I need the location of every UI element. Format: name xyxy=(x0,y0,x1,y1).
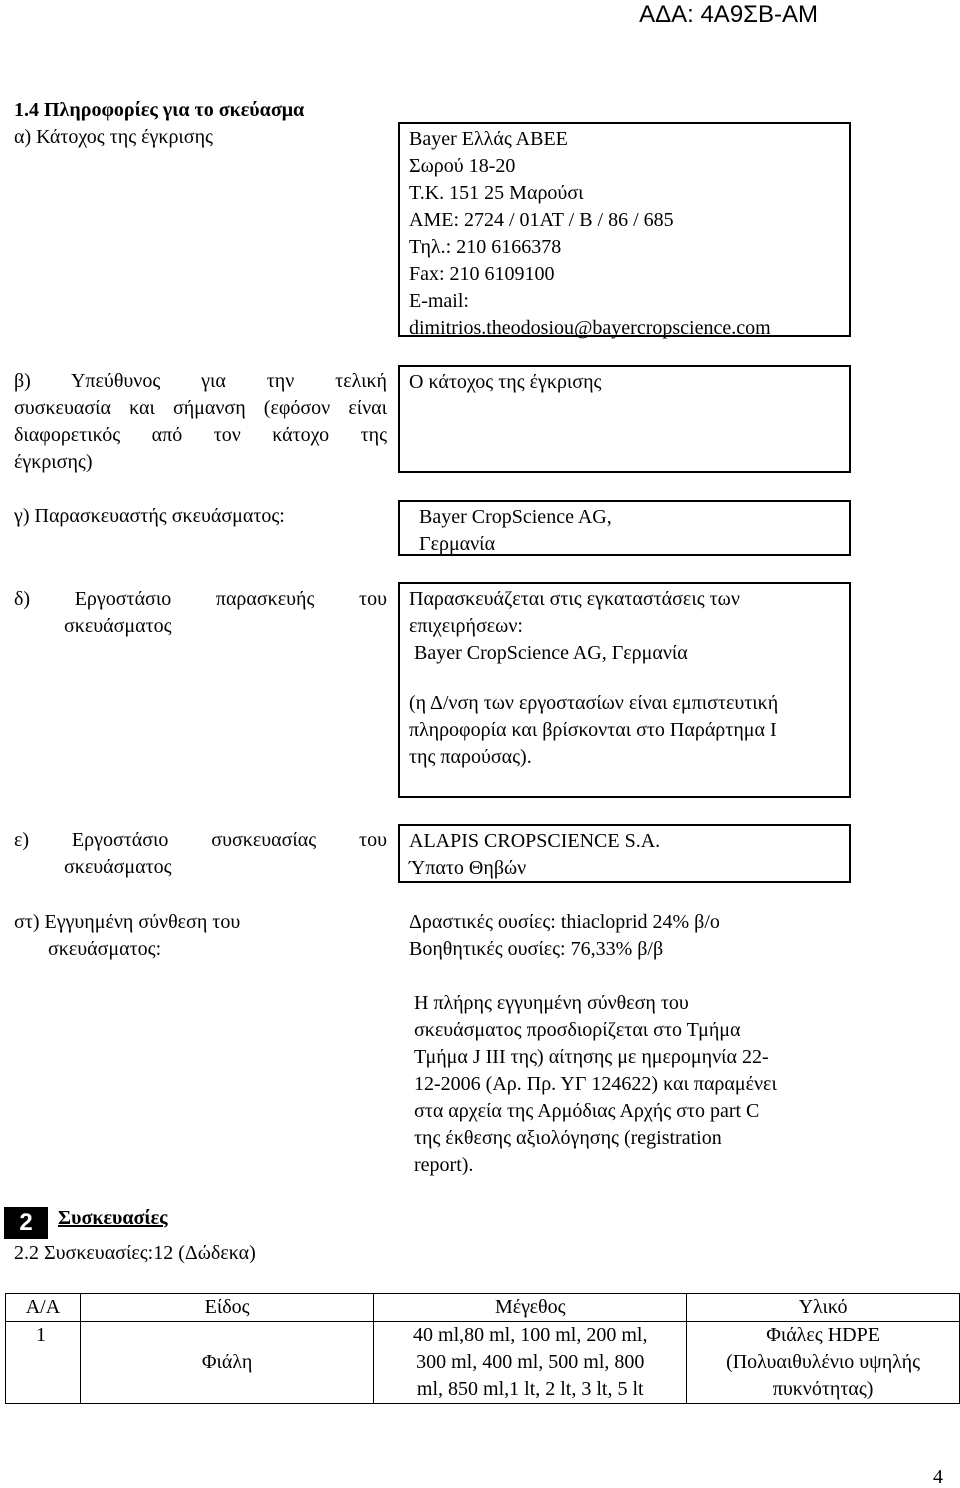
document-code: ΑΔΑ: 4Α9ΣΒ-ΑΜ xyxy=(639,1,818,28)
section-title: 1.4 Πληροφορίες για το σκεύασμα xyxy=(14,99,305,121)
composition-note-line: Η πλήρης εγγυημένη σύνθεση του xyxy=(414,992,689,1014)
holder-line: Σωρού 18-20 xyxy=(409,155,516,177)
column-header: Μέγεθος xyxy=(374,1294,687,1322)
holder-box xyxy=(398,122,851,337)
plant-line: επιχειρήσεων: xyxy=(409,615,523,637)
size-line: ml, 850 ml,1 lt, 2 lt, 3 lt, 5 lt xyxy=(416,1378,644,1400)
plant-note-line: της παρούσας). xyxy=(409,746,532,768)
packager-label-line: έγκρισης) xyxy=(14,451,93,473)
composition-note-line: report). xyxy=(414,1154,474,1176)
plant-line: Παρασκευάζεται στις εγκαταστάσεις των xyxy=(409,588,740,610)
plant-label xyxy=(14,586,387,640)
composition-note-line: 12-2006 (Αρ. Πρ. ΥΓ 124622) και παραμένει xyxy=(414,1073,777,1095)
composition-label-line: στ) Εγγυημένη σύνθεση του xyxy=(14,911,241,933)
holder-email: dimitrios.theodosiou@bayercropscience.com xyxy=(409,317,771,339)
pack-plant-label xyxy=(14,827,387,881)
composition-line: Δραστικές ουσίες: thiacloprid 24% β/ο xyxy=(409,911,720,933)
composition-note-line: της έκθεσης αξιολόγησης (registration xyxy=(414,1127,722,1149)
packager-label-line: β) Υπεύθυνος για την τελική xyxy=(14,370,387,392)
composition-note-line: στα αρχεία της Αρμόδιας Αρχής στο part C xyxy=(414,1100,760,1122)
plant-note-line: (η Δ/νση των εργοστασίων είναι εμπιστευτική xyxy=(409,692,779,714)
packager-label-line: συσκευασία και σήμανση (εφόσον είναι xyxy=(14,397,387,419)
packaging-table xyxy=(5,1293,960,1404)
row-material xyxy=(687,1322,960,1404)
packager-value: Ο κάτοχος της έγκρισης xyxy=(409,371,602,393)
pack-plant-line: Ύπατο Θηβών xyxy=(409,857,527,879)
packager-label-line: διαφορετικός από τον κάτοχο της xyxy=(14,424,387,446)
size-line: 40 ml,80 ml, 100 ml, 200 ml, xyxy=(413,1324,648,1346)
size-line: 300 ml, 400 ml, 500 ml, 800 xyxy=(416,1351,645,1373)
composition-label xyxy=(14,909,240,963)
pack-plant-label-line: σκευάσματος xyxy=(64,856,172,878)
row-aa: 1 xyxy=(6,1322,81,1404)
row-type: Φιάλη xyxy=(80,1322,373,1404)
packager-box xyxy=(398,365,851,473)
holder-line: Τηλ.: 210 6166378 xyxy=(409,236,562,258)
composition-note xyxy=(414,990,777,1179)
holder-line: E-mail: xyxy=(409,290,469,312)
composition-note-line: Τμήμα J ΙΙΙ της) αίτησης με ημερομηνία 22- xyxy=(414,1046,769,1068)
manufacturer-label: γ) Παρασκευαστής σκευάσματος: xyxy=(14,505,285,527)
row-size xyxy=(374,1322,687,1404)
holder-label: α) Κάτοχος της έγκρισης xyxy=(14,126,213,148)
holder-line: Bayer Ελλάς ΑΒΕΕ xyxy=(409,128,568,150)
material-line: πυκνότητας) xyxy=(772,1378,874,1400)
material-line: (Πολυαιθυλένιο υψηλής xyxy=(726,1351,921,1373)
page-number: 4 xyxy=(933,1466,943,1488)
column-header: Είδος xyxy=(80,1294,373,1322)
material-line: Φιάλες HDPE xyxy=(766,1324,880,1346)
plant-label-line: σκευάσματος xyxy=(64,615,172,637)
holder-line: ΑΜΕ: 2724 / 01ΑΤ / Β / 86 / 685 xyxy=(409,209,674,231)
section-number-badge: 2 xyxy=(4,1207,48,1239)
manufacturer-line: Γερμανία xyxy=(419,533,496,555)
composition-note-line: σκευάσματος προσδιορίζεται στο Τμήμα xyxy=(414,1019,741,1041)
holder-line: Τ.Κ. 151 25 Μαρούσι xyxy=(409,182,584,204)
manufacturer-box xyxy=(398,500,851,556)
plant-label-line: δ) Εργοστάσιο παρασκευής του xyxy=(14,588,387,610)
manufacturer-line: Bayer CropScience AG, xyxy=(419,506,612,528)
composition-label-line: σκευάσματος: xyxy=(48,938,162,960)
column-header: Υλικό xyxy=(687,1294,960,1322)
table-row xyxy=(6,1322,960,1404)
composition-value xyxy=(409,909,720,963)
column-header: Α/Α xyxy=(6,1294,81,1322)
composition-line: Βοηθητικές ουσίες: 76,33% β/β xyxy=(409,938,664,960)
plant-box xyxy=(398,582,851,798)
pack-plant-label-line: ε) Εργοστάσιο συσκευασίας του xyxy=(14,829,387,851)
pack-plant-box xyxy=(398,824,851,883)
packaging-title: Συσκευασίες xyxy=(58,1207,168,1229)
table-header-row xyxy=(6,1294,960,1322)
plant-note-line: πληροφορία και βρίσκονται στο Παράρτημα Ι xyxy=(409,719,777,741)
holder-line: Fax: 210 6109100 xyxy=(409,263,555,285)
pack-plant-line: ALAPIS CROPSCIENCE S.A. xyxy=(409,830,661,852)
packaging-subtitle: 2.2 Συσκευασίες:12 (Δώδεκα) xyxy=(14,1242,256,1264)
plant-line: Bayer CropScience AG, Γερμανία xyxy=(414,642,688,664)
packager-label xyxy=(14,368,387,476)
